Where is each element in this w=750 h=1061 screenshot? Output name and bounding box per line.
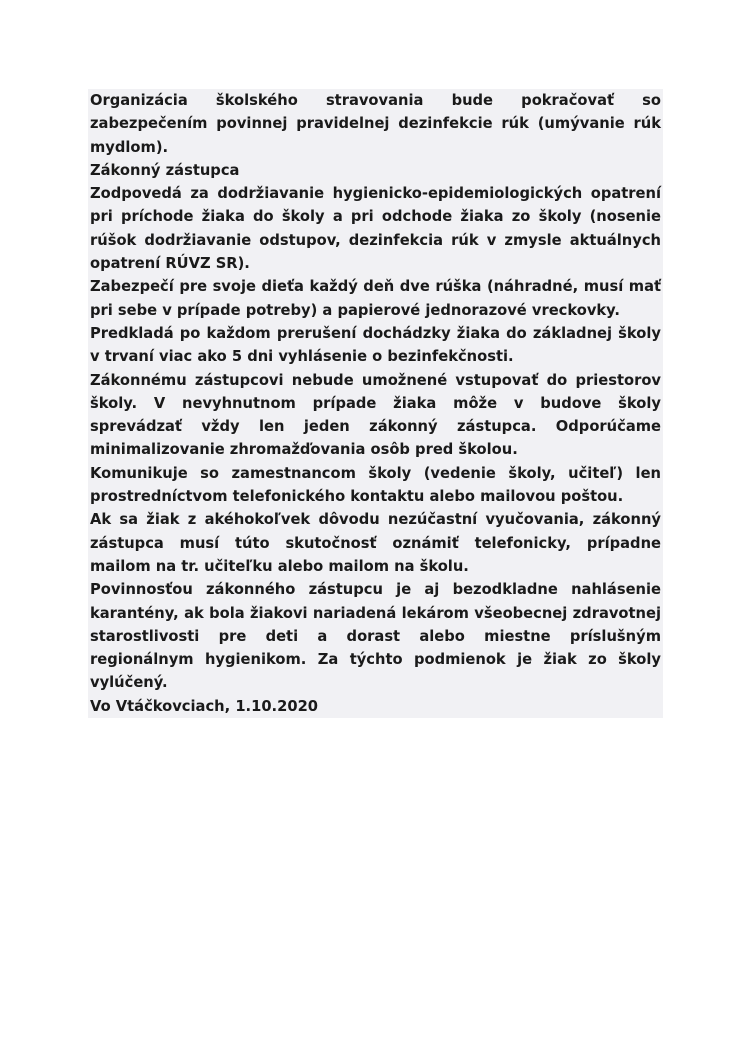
paragraph-quarantine: Povinnosťou zákonného zástupcu je aj bezodkladne nahlásenie karantény, ak bola žiakovi nariadená lekárom všeobecnej zdravotnej starostlivosti pre deti a dorast alebo miestne príslušným regionálnym hygienikom. Za týchto podmienok je žiak zo školy vylúčený. <box>90 581 661 692</box>
paragraph-school-meals: Organizácia školského stravovania bude pokračovať so zabezpečením povinnej pravidelnej dezinfekcie rúk (umývanie rúk mydlom). <box>90 92 661 156</box>
section-heading-legal-guardian: Zákonný zástupca <box>90 161 240 179</box>
paragraph-health-declaration: Predkladá po každom prerušení dochádzky žiaka do základnej školy v trvaní viac ako 5 dni vyhlásenie o bezinfekčnosti. <box>90 324 661 366</box>
paragraph-hygiene-measures: Zodpovedá za dodržiavanie hygienicko-epidemiologických opatrení pri príchode žiaka do školy a pri odchode žiaka zo školy (nosenie rúšok dodržiavanie odstupov, dezinfekcia rúk v zmysle aktuálnych opatrení RÚVZ SR). <box>90 185 661 273</box>
paragraph-school-entry: Zákonnému zástupcovi nebude umožnené vstupovať do priestorov školy. V nevyhnutnom prípade žiaka môže v budove školy sprevádzať vždy len jeden zákonný zástupca. Odporúčame minimalizovanie zhromažďovania osôb pred školou. <box>90 371 661 459</box>
paragraph-communication: Komunikuje so zamestnancom školy (vedenie školy, učiteľ) len prostredníctvom telefonického kontaktu alebo mailovou poštou. <box>90 464 661 506</box>
place-and-date: Vo Vtáčkovciach, 1.10.2020 <box>90 697 319 715</box>
document-text-block <box>88 89 663 718</box>
paragraph-absence-notice: Ak sa žiak z akéhokoľvek dôvodu nezúčastní vyučovania, zákonný zástupca musí túto skutočnosť oznámiť telefonicky, prípadne mailom na tr. učiteľku alebo mailom na školu. <box>90 511 661 575</box>
paragraph-face-masks: Zabezpečí pre svoje dieťa každý deň dve rúška (náhradné, musí mať pri sebe v prípade potreby) a papierové jednorazové vreckovky. <box>90 278 661 319</box>
